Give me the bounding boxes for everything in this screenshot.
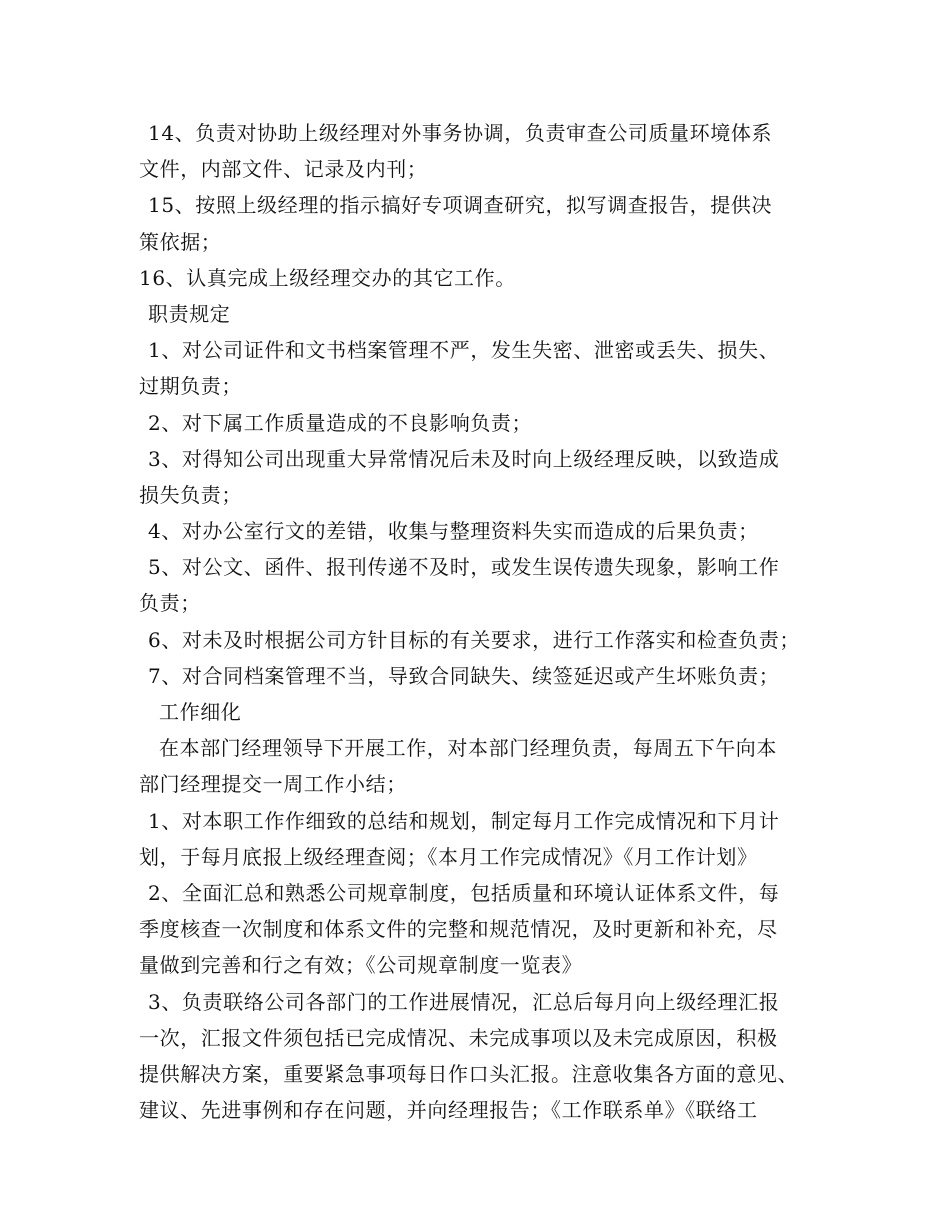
section-heading: 职责规定 <box>148 301 231 326</box>
text-line: 16、认真完成上级经理交办的其它工作。 <box>139 265 516 290</box>
text-line: 3、负责联络公司各部门的工作进展情况，汇总后每月向上级经理汇报 <box>148 989 780 1014</box>
text-line: 1、对本职工作作细致的总结和规划，制定每月工作完成情况和下月计 <box>148 808 780 833</box>
text-line: 损失负责； <box>139 482 242 507</box>
text-line: 量做到完善和行之有效；《公司规章制度一览表》 <box>139 953 583 978</box>
text-line: 文件，内部文件、记录及内刊； <box>139 157 428 182</box>
text-line: 过期负责； <box>139 374 242 399</box>
text-line: 季度核查一次制度和体系文件的完整和规范情况，及时更新和补充，尽 <box>139 917 778 942</box>
text-line: 划，于每月底报上级经理查阅；《本月工作完成情况》《月工作计划》 <box>139 844 758 869</box>
text-line: 6、对未及时根据公司方针目标的有关要求，进行工作落实和检查负责； <box>148 627 800 652</box>
text-line: 建议、先进事例和存在问题，并向经理报告；《工作联系单》《联络工 <box>139 1098 758 1123</box>
text-line: 在本部门经理领导下开展工作，对本部门经理负责，每周五下午向本 <box>159 736 777 761</box>
text-line: 4、对办公室行文的差错，收集与整理资料失实而造成的后果负责； <box>148 519 759 544</box>
text-line: 策依据； <box>139 229 222 254</box>
text-line: 部门经理提交一周工作小结； <box>139 772 407 797</box>
text-line: 7、对合同档案管理不当，导致合同缺失、续签延迟或产生坏账负责； <box>148 663 780 688</box>
text-line: 15、按照上级经理的指示搞好专项调查研究，拟写调查报告，提供决 <box>148 193 773 218</box>
section-heading: 工作细化 <box>159 700 242 724</box>
text-line: 提供解决方案，重要紧急事项每日作口头汇报。注意收集各方面的意见、 <box>139 1061 799 1086</box>
document-page <box>139 115 819 1128</box>
text-line: 2、对下属工作质量造成的不良影响负责； <box>148 410 533 435</box>
text-line: 3、对得知公司出现重大异常情况后未及时向上级经理反映，以致造成 <box>148 446 780 471</box>
text-line: 一次，汇报文件须包括已完成情况、未完成事项以及未完成原因，积极 <box>139 1025 778 1050</box>
text-line: 5、对公文、函件、报刊传递不及时，或发生误传遗失现象，影响工作 <box>148 555 780 580</box>
text-line: 负责； <box>139 591 201 616</box>
text-line: 14、负责对协助上级经理对外事务协调，负责审查公司质量环境体系 <box>148 121 773 145</box>
text-line: 1、对公司证件和文书档案管理不严，发生失密、泄密或丢失、损失、 <box>148 338 780 363</box>
text-line: 2、全面汇总和熟悉公司规章制度，包括质量和环境认证体系文件，每 <box>148 880 780 905</box>
